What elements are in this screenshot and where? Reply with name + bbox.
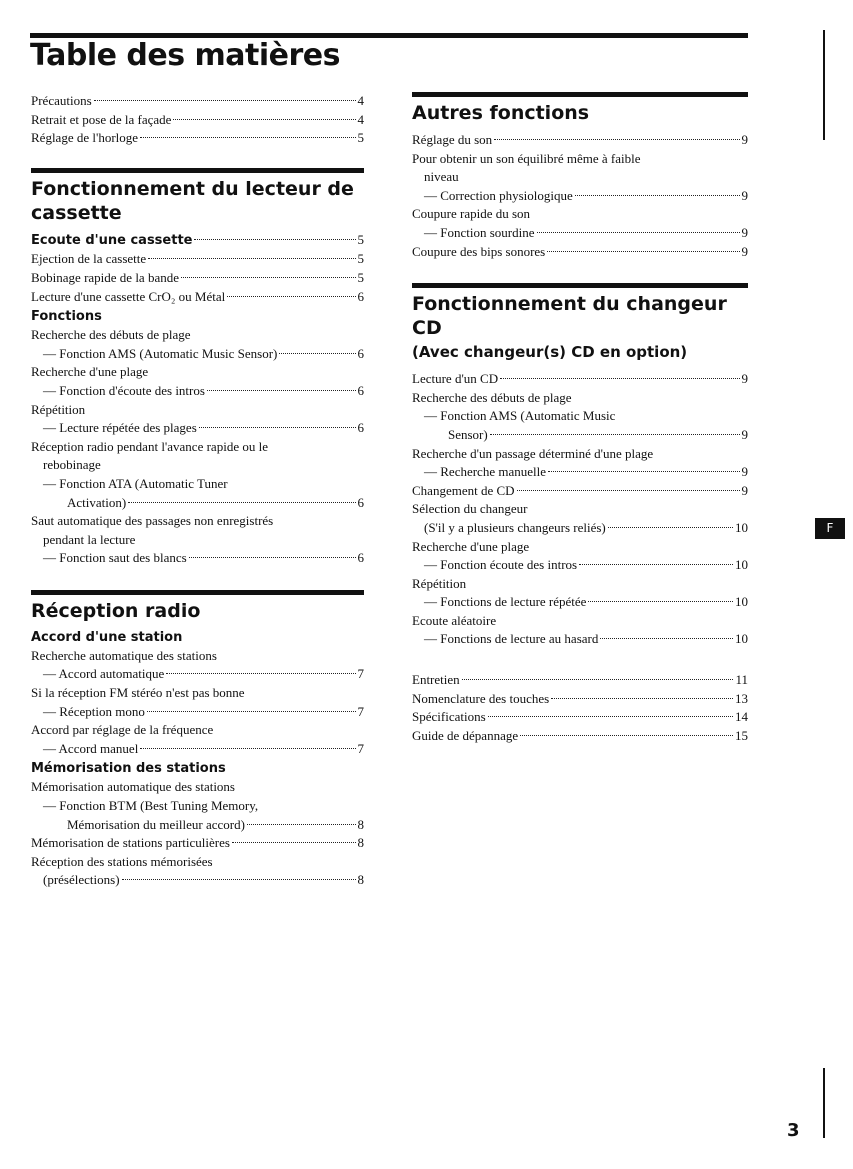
toc-entry[interactable]: — Fonction écoute des intros 10 <box>424 557 748 573</box>
toc-entry[interactable]: Bobinage rapide de la bande 5 <box>31 269 364 285</box>
toc-entry[interactable]: Changement de CD 9 <box>412 482 748 498</box>
toc-line: Recherche d'une plage <box>31 364 149 380</box>
toc-entry[interactable]: Ecoute d'une cassette 5 <box>31 231 364 248</box>
section-rule <box>31 168 364 173</box>
toc-line: Pour obtenir un son équilibré même à faible <box>412 150 641 166</box>
toc-entry[interactable]: Retrait et pose de la façade 4 <box>31 111 364 127</box>
toc-entry[interactable]: — Accord automatique 7 <box>43 666 364 682</box>
toc-entry[interactable]: Lecture d'une cassette CrO₂ ou Métal 6 <box>31 288 364 304</box>
toc-entry[interactable]: Précautions 4 <box>31 93 364 108</box>
toc-entry[interactable]: — Lecture répétée des plages 6 <box>43 420 364 436</box>
toc-entry[interactable]: Sensor) 9 <box>448 426 748 442</box>
toc-entry[interactable]: — Correction physiologique 9 <box>424 187 748 203</box>
toc-entry[interactable]: — Réception mono 7 <box>43 703 364 719</box>
language-tab-marker: F <box>815 518 845 539</box>
toc-entry[interactable]: — Accord manuel 7 <box>43 740 364 756</box>
toc-entry[interactable]: Ejection de la cassette 5 <box>31 251 364 267</box>
toc-entry[interactable]: — Fonction AMS (Automatic Music Sensor) 6 <box>43 345 364 361</box>
toc-right-column <box>412 92 748 745</box>
toc-line: Sélection du changeur <box>412 501 528 517</box>
toc-line: pendant la lecture <box>43 531 136 547</box>
toc-line: Réception des stations mémorisées <box>31 853 213 869</box>
subsection-heading: Accord d'une station <box>31 629 183 645</box>
section-title-cassette: Fonctionnement du lecteur de cassette <box>31 177 354 224</box>
toc-line: Mémorisation automatique des stations <box>31 779 235 795</box>
toc-line: Répétition <box>412 575 467 591</box>
section-rule <box>412 92 748 97</box>
toc-entry[interactable]: Guide de dépannage 15 <box>412 727 748 743</box>
section-title-radio: Réception radio <box>31 599 201 622</box>
toc-entry[interactable]: (présélections) 8 <box>43 872 364 888</box>
toc-entry[interactable]: Coupure des bips sonores 9 <box>412 243 748 259</box>
section-rule <box>412 283 748 288</box>
page-title: Table des matières <box>30 38 340 73</box>
page-number: 3 <box>787 1120 800 1141</box>
toc-line: Saut automatique des passages non enregistrés <box>31 513 274 529</box>
subsection-heading: Mémorisation des stations <box>31 761 226 777</box>
toc-line: Répétition <box>31 401 86 417</box>
toc-entry[interactable]: Mémorisation de stations particulières 8 <box>31 835 364 851</box>
toc-line: Coupure rapide du son <box>412 206 531 222</box>
toc-left-column <box>31 92 364 890</box>
toc-entry[interactable]: Entretien 11 <box>412 672 748 688</box>
toc-line: Ecoute aléatoire <box>412 612 497 628</box>
section-title-other: Autres fonctions <box>412 102 590 124</box>
toc-entry[interactable]: Mémorisation du meilleur accord) 8 <box>67 816 364 832</box>
toc-line: — Fonction AMS (Automatic Music <box>424 408 616 424</box>
section-rule <box>31 590 364 595</box>
toc-entry[interactable]: (S'il y a plusieurs changeurs reliés) 10 <box>424 519 748 535</box>
toc-entry[interactable]: Spécifications 14 <box>412 709 748 725</box>
margin-rule <box>823 30 825 140</box>
toc-entry[interactable]: Lecture d'un CD 9 <box>412 371 748 387</box>
toc-line: Si la réception FM stéréo n'est pas bonne <box>31 685 245 701</box>
toc-entry[interactable]: Activation) 6 <box>67 494 364 510</box>
section-title-changer: Fonctionnement du changeur CD <box>412 293 727 340</box>
toc-line: — Fonction BTM (Best Tuning Memory, <box>43 798 259 814</box>
toc-entry[interactable]: Réglage de l'horloge 5 <box>31 130 364 146</box>
toc-entry[interactable]: Réglage du son 9 <box>412 132 748 147</box>
toc-entry[interactable]: — Fonction d'écoute des intros 6 <box>43 382 364 398</box>
toc-entry[interactable]: Nomenclature des touches 13 <box>412 690 748 706</box>
toc-line: Recherche automatique des stations <box>31 647 217 663</box>
section-subtitle: (Avec changeur(s) CD en option) <box>412 343 688 362</box>
toc-entry[interactable]: — Fonctions de lecture répétée 10 <box>424 594 748 610</box>
toc-entry[interactable]: — Recherche manuelle 9 <box>424 464 748 480</box>
toc-line: Recherche d'une plage <box>412 538 530 554</box>
toc-line: niveau <box>424 169 459 185</box>
toc-entry[interactable]: — Fonctions de lecture au hasard 10 <box>424 631 748 647</box>
subsection-heading: Fonctions <box>31 309 102 325</box>
margin-rule <box>823 1068 825 1138</box>
toc-line: Accord par réglage de la fréquence <box>31 722 214 738</box>
toc-line: Recherche d'un passage déterminé d'une plage <box>412 445 654 461</box>
toc-line: Recherche des débuts de plage <box>412 389 572 405</box>
toc-entry[interactable]: — Fonction sourdine 9 <box>424 224 748 240</box>
toc-line: — Fonction ATA (Automatic Tuner <box>43 475 228 491</box>
toc-line: rebobinage <box>43 457 101 473</box>
toc-entry[interactable]: — Fonction saut des blancs 6 <box>43 550 364 566</box>
toc-line: Réception radio pendant l'avance rapide ou le <box>31 438 268 454</box>
toc-line: Recherche des débuts de plage <box>31 327 191 343</box>
